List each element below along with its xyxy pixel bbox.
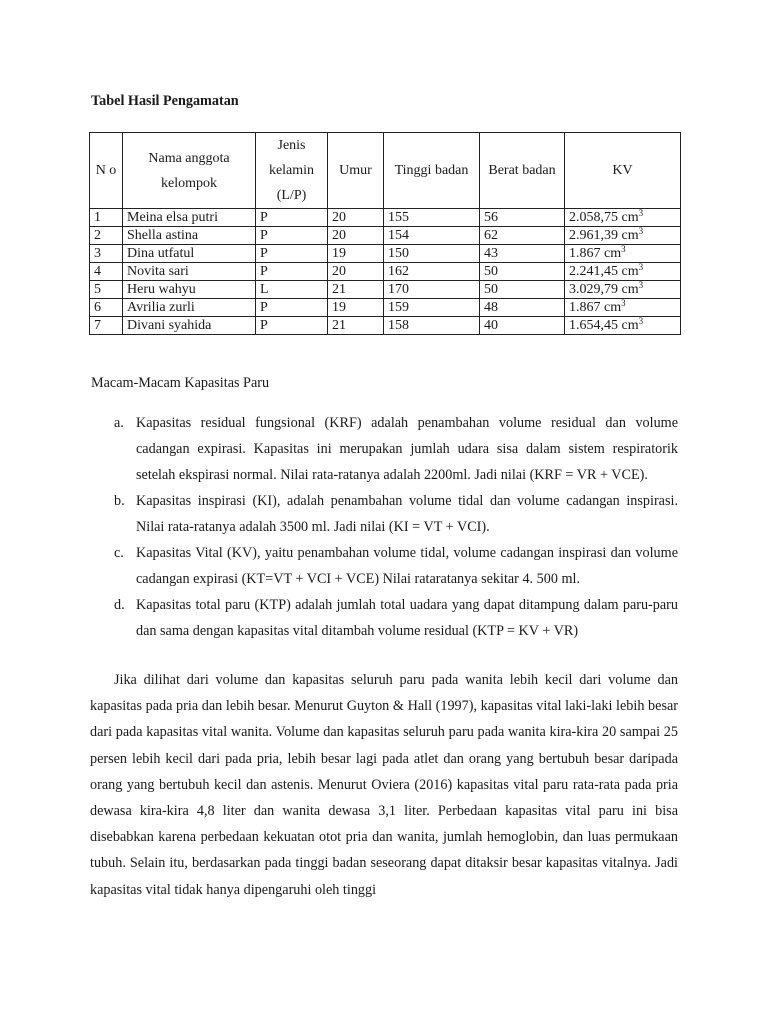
cell-tinggi-badan-text: 158 <box>388 318 409 333</box>
cell-berat-badan-text: 43 <box>484 246 498 261</box>
header-jenis-kelamin: Jenis kelamin (L/P) <box>256 133 328 209</box>
cell-kv-text: 1.867 cm <box>569 246 622 261</box>
unit-superscript: 3 <box>638 208 644 218</box>
cell-berat-badan-text: 56 <box>484 210 498 225</box>
cell-tinggi-badan <box>384 209 480 227</box>
cell-jenis-kelamin-text: P <box>260 318 268 333</box>
list-marker: a. <box>114 415 124 431</box>
header-berat-badan: Berat badan <box>480 133 565 209</box>
cell-kv <box>565 245 681 263</box>
cell-nama <box>123 317 256 335</box>
list-item <box>114 410 678 488</box>
cell-tinggi-badan-text: 170 <box>388 282 409 297</box>
cell-nama <box>123 263 256 281</box>
cell-umur <box>328 209 384 227</box>
table-row <box>90 281 681 299</box>
cell-tinggi-badan <box>384 245 480 263</box>
table-body <box>90 209 681 335</box>
section-title: Macam-Macam Kapasitas Paru <box>91 375 270 391</box>
cell-umur-text: 19 <box>332 300 346 315</box>
cell-kv-text: 2.241,45 cm <box>569 264 639 279</box>
cell-nama-text: Meina elsa putri <box>127 210 218 225</box>
list-item-text: Kapasitas residual fungsional (KRF) adalah penambahan volume residual dan volume cadangan expirasi. Kapasitas ini merupakan jumlah udara sisa dalam sistem respiratorik setelah ekspirasi normal. Nilai rata-ratanya adalah 2200ml. Jadi nilai (KRF = VR + VCE). <box>136 415 678 483</box>
cell-umur <box>328 227 384 245</box>
table-row <box>90 209 681 227</box>
cell-nama-text: Shella astina <box>127 228 199 243</box>
cell-tinggi-badan <box>384 317 480 335</box>
header-tinggi-badan: Tinggi badan <box>384 133 480 209</box>
cell-umur-text: 20 <box>332 228 346 243</box>
cell-jenis-kelamin-text: L <box>260 282 269 297</box>
cell-berat-badan <box>480 227 565 245</box>
cell-kv <box>565 299 681 317</box>
header-no: N o <box>90 133 123 209</box>
observation-table <box>89 132 681 335</box>
cell-nama <box>123 281 256 299</box>
cell-no <box>90 227 123 245</box>
body-paragraph: Jika dilihat dari volume dan kapasitas seluruh paru pada wanita lebih kecil dari volume dan kapasitas pada pria dan lebih besar. Menurut Guyton & Hall (1997), kapasitas vital laki-laki lebih besar dari pada kapasitas vital wanita. Volume dan kapasitas seluruh paru pada wanita kira-kira 20 sampai 25 persen lebih kecil dari pada pria, lebih besar lagi pada atlet dan orang yang bertubuh besar daripada orang yang bertubuh kecil dan astenis. Menurut Oviera (2016) kapasitas vital paru rata-rata pada pria dewasa kira-kira 4,8 liter dan wanita dewasa 3,1 liter. Perbedaan kapasitas vital paru ini bisa disebabkan karena perbedaan kekuatan otot pria dan wanita, jumlah hemoglobin, dan luas permukaan tubuh. Selain itu, berdasarkan pada tinggi badan seseorang dapat ditaksir besar kapasitas vitalnya. Jadi kapasitas vital tidak hanya dipengaruhi oleh tinggi <box>90 672 678 898</box>
cell-berat-badan <box>480 317 565 335</box>
cell-kv-text: 1.654,45 cm <box>569 318 639 333</box>
header-nama: Nama anggota kelompok <box>123 133 256 209</box>
cell-tinggi-badan <box>384 227 480 245</box>
table-header-row <box>90 133 681 209</box>
capacity-list <box>114 410 678 644</box>
cell-umur-text: 19 <box>332 246 346 261</box>
cell-no-text: 3 <box>94 246 101 261</box>
cell-no <box>90 263 123 281</box>
cell-no-text: 4 <box>94 264 101 279</box>
cell-umur <box>328 263 384 281</box>
unit-superscript: 3 <box>621 244 626 254</box>
list-item <box>114 540 678 592</box>
cell-umur-text: 21 <box>332 318 346 333</box>
cell-kv <box>565 209 681 227</box>
cell-jenis-kelamin-text: P <box>260 300 268 315</box>
list-marker: c. <box>114 545 124 561</box>
cell-berat-badan-text: 50 <box>484 282 498 297</box>
cell-tinggi-badan-text: 154 <box>388 228 409 243</box>
table-row <box>90 317 681 335</box>
cell-nama <box>123 245 256 263</box>
unit-superscript: 3 <box>638 226 644 236</box>
list-marker: b. <box>114 493 125 509</box>
cell-no-text: 7 <box>94 318 101 333</box>
header-umur: Umur <box>328 133 384 209</box>
cell-no-text: 1 <box>94 210 101 225</box>
cell-nama-text: Divani syahida <box>127 318 212 333</box>
cell-berat-badan-text: 62 <box>484 228 498 243</box>
list-item-text: Kapasitas total paru (KTP) adalah jumlah total uadara yang dapat ditampung dalam paru-paru dan sama dengan kapasitas vital ditambah volume residual (KTP = KV + VR) <box>136 597 678 639</box>
cell-berat-badan <box>480 263 565 281</box>
cell-tinggi-badan <box>384 299 480 317</box>
cell-nama-text: Dina utfatul <box>127 246 195 261</box>
cell-tinggi-badan-text: 155 <box>388 210 409 225</box>
cell-berat-badan <box>480 245 565 263</box>
cell-nama-text: Heru wahyu <box>127 282 196 297</box>
cell-umur <box>328 245 384 263</box>
cell-tinggi-badan-text: 159 <box>388 300 409 315</box>
cell-no-text: 2 <box>94 228 101 243</box>
cell-tinggi-badan-text: 150 <box>388 246 409 261</box>
cell-jenis-kelamin <box>256 263 328 281</box>
list-item-text: Kapasitas inspirasi (KI), adalah penambahan volume tidal dan volume cadangan inspirasi. Nilai rata-ratanya adalah 3500 ml. Jadi nilai (KI = VT + VCI). <box>136 493 678 535</box>
cell-no <box>90 281 123 299</box>
cell-jenis-kelamin-text: P <box>260 246 268 261</box>
cell-berat-badan <box>480 299 565 317</box>
list-marker: d. <box>114 597 125 613</box>
cell-no <box>90 299 123 317</box>
cell-umur <box>328 317 384 335</box>
cell-jenis-kelamin <box>256 227 328 245</box>
cell-jenis-kelamin-text: P <box>260 264 268 279</box>
cell-umur-text: 20 <box>332 264 346 279</box>
header-kv: KV <box>565 133 681 209</box>
cell-nama-text: Avrilia zurli <box>127 300 195 315</box>
cell-berat-badan-text: 50 <box>484 264 498 279</box>
cell-kv <box>565 281 681 299</box>
cell-tinggi-badan <box>384 263 480 281</box>
cell-jenis-kelamin-text: P <box>260 210 268 225</box>
cell-umur-text: 20 <box>332 210 346 225</box>
cell-nama <box>123 227 256 245</box>
cell-nama-text: Novita sari <box>127 264 189 279</box>
cell-no <box>90 209 123 227</box>
table-row <box>90 245 681 263</box>
cell-jenis-kelamin <box>256 245 328 263</box>
cell-berat-badan <box>480 209 565 227</box>
cell-kv <box>565 263 681 281</box>
cell-no-text: 6 <box>94 300 101 315</box>
cell-umur-text: 21 <box>332 282 346 297</box>
cell-nama <box>123 299 256 317</box>
cell-kv-text: 2.961,39 cm <box>569 228 639 243</box>
cell-kv <box>565 317 681 335</box>
table-title: Tabel Hasil Pengamatan <box>91 93 239 109</box>
cell-berat-badan <box>480 281 565 299</box>
cell-no-text: 5 <box>94 282 101 297</box>
cell-nama <box>123 209 256 227</box>
list-item <box>114 592 678 644</box>
cell-tinggi-badan-text: 162 <box>388 264 409 279</box>
unit-superscript: 3 <box>638 280 644 290</box>
list-item <box>114 488 678 540</box>
cell-umur <box>328 299 384 317</box>
cell-jenis-kelamin-text: P <box>260 228 268 243</box>
cell-kv <box>565 227 681 245</box>
cell-jenis-kelamin <box>256 317 328 335</box>
list-item-text: Kapasitas Vital (KV), yaitu penambahan volume tidal, volume cadangan inspirasi dan volume cadangan expirasi (KT=VT + VCI + VCE) Nilai rataratanya sekitar 4. 500 ml. <box>136 545 678 587</box>
unit-superscript: 3 <box>621 298 626 308</box>
unit-superscript: 3 <box>638 262 644 272</box>
cell-kv-text: 2.058,75 cm <box>569 210 639 225</box>
table-row <box>90 299 681 317</box>
cell-kv-text: 3.029,79 cm <box>569 282 639 297</box>
cell-no <box>90 317 123 335</box>
cell-berat-badan-text: 40 <box>484 318 498 333</box>
cell-no <box>90 245 123 263</box>
cell-jenis-kelamin <box>256 299 328 317</box>
cell-jenis-kelamin <box>256 209 328 227</box>
cell-umur <box>328 281 384 299</box>
cell-berat-badan-text: 48 <box>484 300 498 315</box>
table-row <box>90 227 681 245</box>
cell-kv-text: 1.867 cm <box>569 300 622 315</box>
cell-jenis-kelamin <box>256 281 328 299</box>
cell-tinggi-badan <box>384 281 480 299</box>
table-row <box>90 263 681 281</box>
unit-superscript: 3 <box>638 316 644 326</box>
